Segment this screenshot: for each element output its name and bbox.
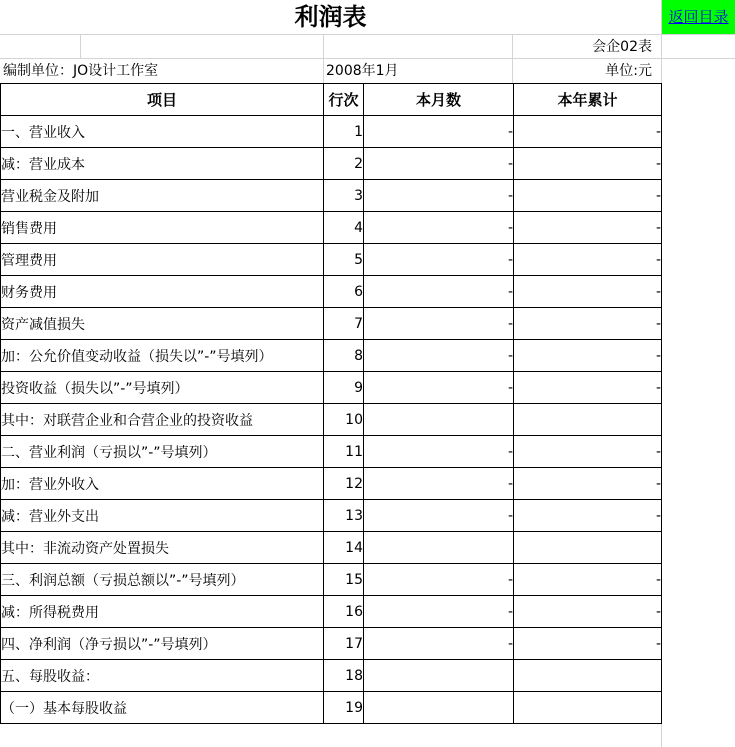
row-year-to-date-value[interactable]: - bbox=[514, 436, 662, 468]
row-year-to-date-value[interactable] bbox=[514, 532, 662, 564]
row-item-label[interactable]: 减：营业成本 bbox=[1, 148, 324, 180]
row-year-to-date-value[interactable]: - bbox=[514, 564, 662, 596]
row-year-to-date-value[interactable] bbox=[514, 660, 662, 692]
gridline bbox=[80, 34, 81, 58]
reporting-entity: 编制单位：JO设计工作室 bbox=[3, 63, 159, 79]
column-header-year-to-date: 本年累计 bbox=[514, 84, 662, 116]
income-statement-table bbox=[0, 83, 662, 724]
table-row bbox=[1, 564, 662, 596]
table-row bbox=[1, 148, 662, 180]
row-line-number[interactable]: 17 bbox=[324, 628, 364, 660]
row-current-month-value[interactable] bbox=[364, 404, 514, 436]
reporting-period: 2008年1月 bbox=[326, 63, 399, 79]
column-header-item: 项目 bbox=[1, 84, 324, 116]
table-row bbox=[1, 596, 662, 628]
row-current-month-value[interactable]: - bbox=[364, 180, 514, 212]
row-year-to-date-value[interactable]: - bbox=[514, 116, 662, 148]
table-row bbox=[1, 372, 662, 404]
row-current-month-value[interactable]: - bbox=[364, 468, 514, 500]
return-to-index-link[interactable]: 返回目录 bbox=[662, 0, 735, 34]
row-current-month-value[interactable]: - bbox=[364, 276, 514, 308]
form-code: 会企02表 bbox=[592, 39, 652, 55]
row-item-label[interactable]: 五、每股收益： bbox=[1, 660, 324, 692]
row-line-number[interactable]: 14 bbox=[324, 532, 364, 564]
row-year-to-date-value[interactable]: - bbox=[514, 212, 662, 244]
row-item-label[interactable]: 一、营业收入 bbox=[1, 116, 324, 148]
column-header-current-month: 本月数 bbox=[364, 84, 514, 116]
row-year-to-date-value[interactable]: - bbox=[514, 596, 662, 628]
row-item-label[interactable]: 营业税金及附加 bbox=[1, 180, 324, 212]
row-current-month-value[interactable]: - bbox=[364, 340, 514, 372]
table-body bbox=[1, 116, 662, 724]
row-current-month-value[interactable]: - bbox=[364, 628, 514, 660]
row-current-month-value[interactable]: - bbox=[364, 212, 514, 244]
row-item-label[interactable]: 管理费用 bbox=[1, 244, 324, 276]
row-current-month-value[interactable]: - bbox=[364, 564, 514, 596]
report-title: 利润表 bbox=[294, 2, 367, 31]
row-line-number[interactable]: 16 bbox=[324, 596, 364, 628]
table-row bbox=[1, 660, 662, 692]
table-row bbox=[1, 276, 662, 308]
table-row bbox=[1, 180, 662, 212]
row-year-to-date-value[interactable]: - bbox=[514, 468, 662, 500]
row-year-to-date-value[interactable]: - bbox=[514, 308, 662, 340]
row-item-label[interactable]: 投资收益（损失以”-”号填列） bbox=[1, 372, 324, 404]
row-item-label[interactable]: （一）基本每股收益 bbox=[1, 692, 324, 724]
row-year-to-date-value[interactable]: - bbox=[514, 628, 662, 660]
table-row bbox=[1, 692, 662, 724]
row-item-label[interactable]: 资产减值损失 bbox=[1, 308, 324, 340]
row-line-number[interactable]: 6 bbox=[324, 276, 364, 308]
table-row bbox=[1, 308, 662, 340]
row-line-number[interactable]: 12 bbox=[324, 468, 364, 500]
row-current-month-value[interactable] bbox=[364, 532, 514, 564]
row-line-number[interactable]: 1 bbox=[324, 116, 364, 148]
row-current-month-value[interactable]: - bbox=[364, 244, 514, 276]
row-line-number[interactable]: 10 bbox=[324, 404, 364, 436]
row-line-number[interactable]: 19 bbox=[324, 692, 364, 724]
row-year-to-date-value[interactable]: - bbox=[514, 276, 662, 308]
row-item-label[interactable]: 减：营业外支出 bbox=[1, 500, 324, 532]
table-row bbox=[1, 628, 662, 660]
row-current-month-value[interactable]: - bbox=[364, 372, 514, 404]
row-line-number[interactable]: 9 bbox=[324, 372, 364, 404]
row-year-to-date-value[interactable]: - bbox=[514, 372, 662, 404]
row-line-number[interactable]: 13 bbox=[324, 500, 364, 532]
row-year-to-date-value[interactable]: - bbox=[514, 180, 662, 212]
row-current-month-value[interactable]: - bbox=[364, 436, 514, 468]
table-row bbox=[1, 212, 662, 244]
row-year-to-date-value[interactable]: - bbox=[514, 244, 662, 276]
row-line-number[interactable]: 8 bbox=[324, 340, 364, 372]
row-line-number[interactable]: 5 bbox=[324, 244, 364, 276]
row-current-month-value[interactable] bbox=[364, 660, 514, 692]
row-line-number[interactable]: 15 bbox=[324, 564, 364, 596]
row-line-number[interactable]: 7 bbox=[324, 308, 364, 340]
currency-unit: 单位:元 bbox=[605, 63, 652, 79]
row-year-to-date-value[interactable] bbox=[514, 404, 662, 436]
row-item-label[interactable]: 加：公允价值变动收益（损失以”-”号填列） bbox=[1, 340, 324, 372]
row-line-number[interactable]: 11 bbox=[324, 436, 364, 468]
row-item-label[interactable]: 减：所得税费用 bbox=[1, 596, 324, 628]
row-current-month-value[interactable] bbox=[364, 692, 514, 724]
row-line-number[interactable]: 18 bbox=[324, 660, 364, 692]
gridline bbox=[323, 34, 324, 83]
table-row bbox=[1, 532, 662, 564]
row-year-to-date-value[interactable]: - bbox=[514, 500, 662, 532]
row-item-label[interactable]: 四、净利润（净亏损以”-”号填列） bbox=[1, 628, 324, 660]
row-item-label[interactable]: 其中：非流动资产处置损失 bbox=[1, 532, 324, 564]
table-row bbox=[1, 468, 662, 500]
row-year-to-date-value[interactable]: - bbox=[514, 148, 662, 180]
column-header-line-no: 行次 bbox=[324, 84, 364, 116]
row-current-month-value[interactable]: - bbox=[364, 596, 514, 628]
table-row bbox=[1, 340, 662, 372]
row-current-month-value[interactable]: - bbox=[364, 308, 514, 340]
row-line-number[interactable]: 2 bbox=[324, 148, 364, 180]
table-row bbox=[1, 244, 662, 276]
row-line-number[interactable]: 3 bbox=[324, 180, 364, 212]
table-row bbox=[1, 436, 662, 468]
table-header-row bbox=[1, 84, 662, 116]
row-item-label[interactable]: 财务费用 bbox=[1, 276, 324, 308]
row-item-label[interactable]: 加：营业外收入 bbox=[1, 468, 324, 500]
row-current-month-value[interactable]: - bbox=[364, 148, 514, 180]
row-year-to-date-value[interactable] bbox=[514, 692, 662, 724]
table-row bbox=[1, 500, 662, 532]
row-item-label[interactable]: 二、营业利润（亏损以”-”号填列） bbox=[1, 436, 324, 468]
row-item-label[interactable]: 三、利润总额（亏损总额以”-”号填列） bbox=[1, 564, 324, 596]
table-row bbox=[1, 116, 662, 148]
row-current-month-value[interactable]: - bbox=[364, 116, 514, 148]
row-item-label[interactable]: 其中：对联营企业和合营企业的投资收益 bbox=[1, 404, 324, 436]
row-item-label[interactable]: 销售费用 bbox=[1, 212, 324, 244]
row-line-number[interactable]: 4 bbox=[324, 212, 364, 244]
table-row bbox=[1, 404, 662, 436]
row-year-to-date-value[interactable]: - bbox=[514, 340, 662, 372]
row-current-month-value[interactable]: - bbox=[364, 500, 514, 532]
